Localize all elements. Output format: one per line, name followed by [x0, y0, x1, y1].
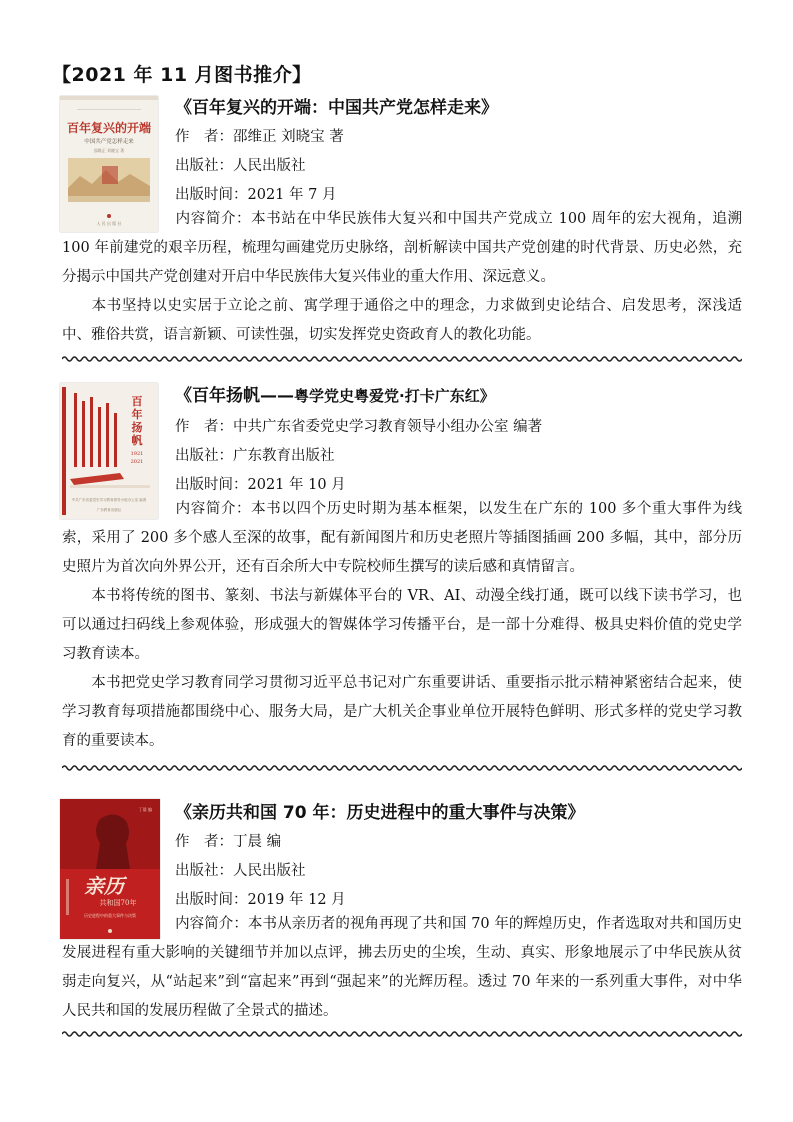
- svg-text:亲历: 亲历: [84, 874, 124, 898]
- svg-text:2021: 2021: [130, 459, 144, 465]
- book-intro: [62, 910, 742, 1026]
- svg-text:中共广东省委党史学习教育领导小组办公室 编著: 中共广东省委党史学习教育领导小组办公室 编著: [71, 498, 147, 502]
- svg-text:————————————————: ————————————————: [77, 106, 141, 111]
- svg-text:历史进程中的重大事件与决策: 历史进程中的重大事件与决策: [84, 913, 136, 918]
- book-title-sub: 粤学党史粤爱党·打卡广东红》: [294, 387, 495, 405]
- book-paragraph: [62, 669, 742, 756]
- book-publisher: 出版社：人民出版社: [175, 158, 306, 174]
- book-intro-text: 内容简介：本书以四个历史时期为基本框架，以发生在广东的 100 多个重大事件为线索，采用了 200 多个感人至深的故事，配有新闻图片和历史老照片等插图插画 200 多幅，其中，部分历史照片为首次向外界公开，还有百余所大中专院校师生撰写的读后感和真情留言。: [62, 501, 742, 575]
- svg-text:1921: 1921: [130, 451, 144, 457]
- svg-text:百年复兴的开端: 百年复兴的开端: [66, 121, 152, 135]
- book-intro: [62, 205, 742, 292]
- book-publisher: 出版社：人民出版社: [175, 863, 306, 879]
- book-title: [175, 381, 495, 406]
- wavy-divider: [62, 1030, 742, 1038]
- wavy-divider: [62, 764, 742, 772]
- book-title: 《百年复兴的开端：中国共产党怎样走来》: [175, 98, 498, 118]
- book-intro-text: 内容简介：本书站在中华民族伟大复兴和中国共产党成立 100 周年的宏大视角，追溯 100 年前建党的艰辛历程，梳理勾画建党历史脉络，剖析解读中国共产党创建的时代背景、历史必然，充分揭示中国共产党创建对开启中华民族伟大复兴伟业的重大作用、深远意义。: [62, 211, 742, 285]
- wavy-divider: [62, 355, 742, 363]
- book-publish-date: 出版时间：2019 年 12 月: [175, 892, 346, 908]
- svg-text:丁晨 编: 丁晨 编: [138, 807, 152, 812]
- svg-text:年: 年: [131, 408, 143, 421]
- svg-text:帆: 帆: [131, 434, 143, 447]
- book-paragraph: [62, 292, 742, 350]
- svg-text:共和国70年: 共和国70年: [99, 899, 137, 907]
- book-intro: [62, 495, 742, 582]
- book-paragraph-text: 本书将传统的图书、篆刻、书法与新媒体平台的 VR、AI、动漫全线打通，既可以线下读书学习，也可以通过扫码线上参观体验，形成强大的智媒体学习传播平台，是一部十分难得、极具史料价值的党史学习教育读本。: [62, 588, 742, 662]
- book-paragraph-text: 本书坚持以史实居于立论之前、寓学理于通俗之中的理念，力求做到史论结合、启发思考，深浅适中、雅俗共赏，语言新颖、可读性强，切实发挥党史资政育人的教化功能。: [62, 298, 742, 343]
- book-title: 《亲历共和国 70 年：历史进程中的重大事件与决策》: [175, 803, 585, 823]
- book-publisher: 出版社：广东教育出版社: [175, 448, 335, 464]
- book-paragraph-text: 本书把党史学习教育同学习贯彻习近平总书记对广东重要讲话、重要指示批示精神紧密结合起来，使学习教育每项措施都围绕中心、服务大局，是广大机关企事业单位开展特色鲜明、形式多样的党史学习教育的重要读本。: [62, 675, 742, 749]
- book-publish-date: 出版时间：2021 年 7 月: [175, 187, 337, 203]
- book-intro-text: 内容简介：本书从亲历者的视角再现了共和国 70 年的辉煌历史，作者选取对共和国历史发展进程有重大影响的关键细节并加以点评，拂去历史的尘埃，生动、真实、形象地展示了中华民族从贫弱走向复兴，从“站起来”到“富起来”再到“强起来”的光辉历程。透过 70 年来的一系列重大事件，对中华人民共和国的发展历程做了全景式的描述。: [62, 916, 742, 1019]
- book-author: 作 者：邵维正 刘晓宝 著: [175, 129, 344, 145]
- svg-text:人 民 出 版 社: 人 民 出 版 社: [96, 221, 122, 226]
- book-publish-date: 出版时间：2021 年 10 月: [175, 477, 346, 493]
- book-title-main: 《百年扬帆——: [175, 386, 294, 406]
- svg-text:扬: 扬: [131, 421, 143, 434]
- book-author: 作 者：丁晨 编: [175, 834, 282, 850]
- svg-text:邵维正 刘晓宝 著: 邵维正 刘晓宝 著: [93, 148, 125, 153]
- svg-text:百: 百: [131, 395, 143, 408]
- svg-text:广东教育出版社: 广东教育出版社: [96, 508, 122, 512]
- svg-text:中国共产党怎样走来: 中国共产党怎样走来: [84, 139, 134, 145]
- book-paragraph: [62, 582, 742, 669]
- book-author: 作 者：中共广东省委党史学习教育领导小组办公室 编著: [175, 419, 543, 435]
- page-title: 【2021 年 11 月图书推介】: [52, 64, 312, 86]
